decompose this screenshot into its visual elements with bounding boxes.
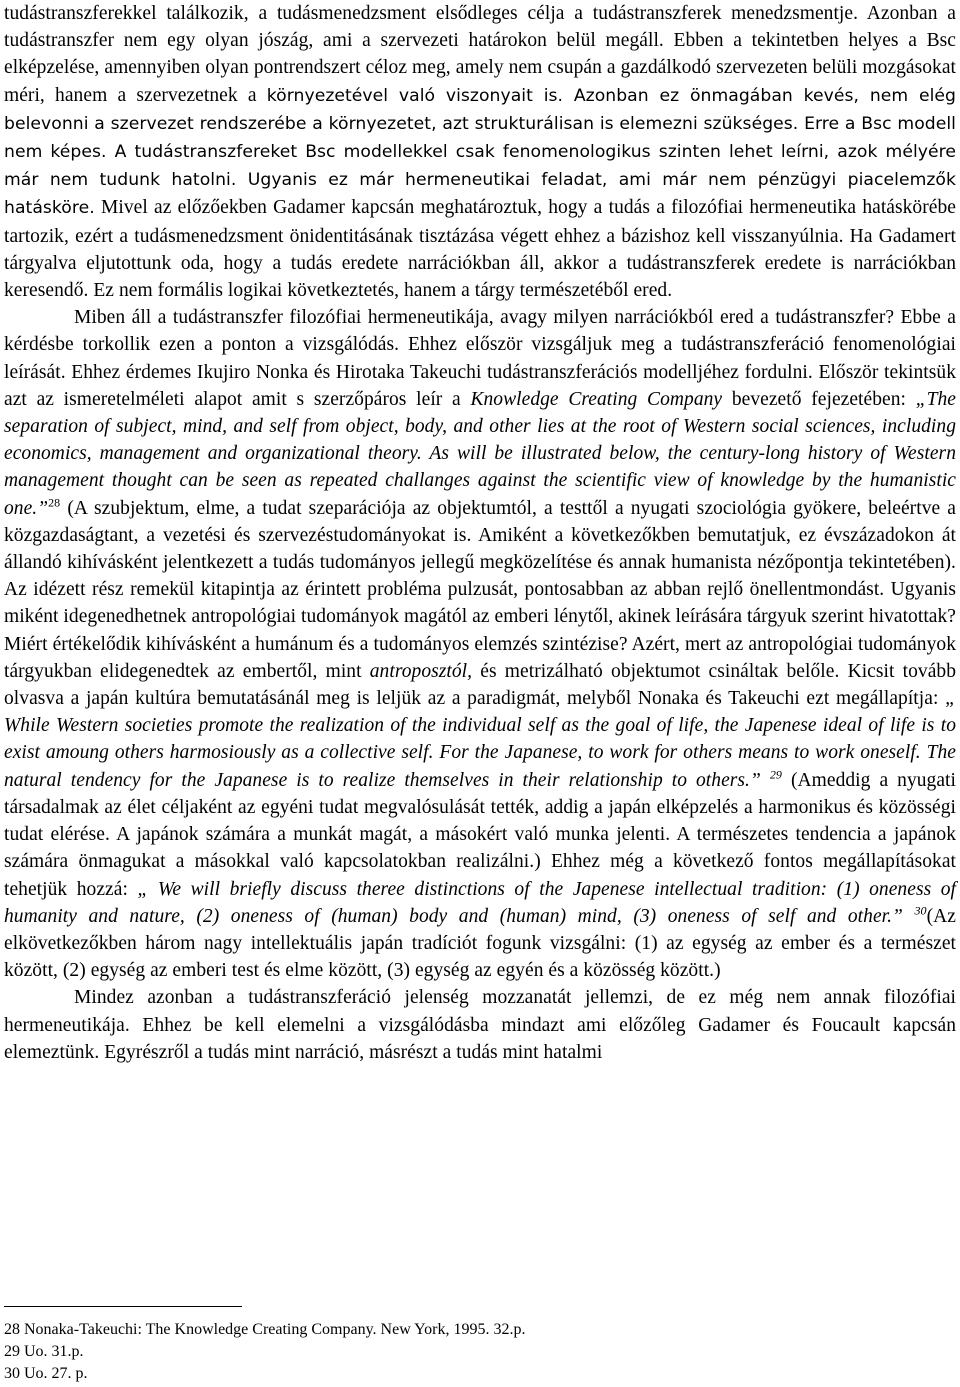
text-run: Miben áll a tudástranszfer filozófiai hermeneutikája, avagy milyen narrációkból ered a tudástranszfer? Ebbe a kérdésbe torkollik ezen a ponton a vizsgálódás. Ehhez először vizsgáljuk meg a tudástranszferáció fenomenológiai leírását. Ehhez érdemes Ikujiro Nonka és Hirotaka Takeuchi tudástranszferációs modelljéhez fordulni. Először tekintsük azt az ismeretelméleti alapot amit s szerzőpáros leír a [4, 307, 956, 410]
footnote-28: 28 Nonaka-Takeuchi: The Knowledge Creating Company. New York, 1995. 32.p. [4, 1321, 526, 1338]
footnote-30: 30 Uo. 27. p. [4, 1365, 88, 1382]
paragraph-3 [4, 984, 956, 1066]
text-run: „ We will briefly discuss theree distinctions of the Japenese intellectual tradition: (1) oneness of humanity and nature, (2) oneness of (human) body and (human) mind, (3) oneness of self and other.” [4, 878, 957, 927]
text-run: Mivel az előzőekben Gadamer kapcsán meghatároztuk, hogy a tudás a filozófiai hermeneutika hatáskörébe tartozik, ezért a tudásmenedzsment önidentitásának tisztázása végett ehhez a bázishoz kell visszanyúlnia. Ha Gadamert tárgyalva eljutottunk oda, hogy a tudás eredete narrációkban áll, akkor a tudástranszferek eredete is narrációkban keresendő. Ez nem formális logikai következtetés, hanem a tárgy természetéből ered. [4, 197, 956, 302]
text-run: és metrizálható objektumot csináltak belőle. Kicsit tovább olvasva a japán kultúra bemutatásánál meg is leljük az a paradigmát, melyből Nonaka és Takeuchi ezt megállapítja: [4, 660, 957, 710]
footnote-ref: 30 [914, 903, 927, 918]
footnote-ref: 28 [48, 495, 61, 510]
text-run: „The separation of subject, mind, and self from object, body, and other lies at the root of Western social sciences, including economics, management and organizational theory. As will be illustrated below, the century-long history of Western management thought can be seen as repeated challanges against the scientific view of knowledge by the humanistic one.” [4, 388, 956, 519]
footnote-ref: 29 [769, 767, 782, 782]
text-run: Knowledge Creating Company [470, 388, 723, 410]
text-run: (Az elkövetkezőkben három nagy intellektuális japán tradíciót fogunk vizsgálni: (1) az egység az ember és a természet között, (2) egység az emberi test és elme között, (3) egység az egyén és a közösség között.) [4, 905, 956, 982]
text-run: antroposztól, [369, 660, 473, 682]
document-body [4, 0, 956, 1066]
paragraph-2 [4, 304, 956, 984]
paragraph-1 [4, 0, 956, 304]
footnote-separator [4, 1306, 242, 1307]
text-run: környezetével való viszonyait is. Azonban ez önmagában kevés, nem elég belevonni a szervezet rendszerébe a környezetet, azt strukturálisan is elemezni szükséges. Erre a Bsc modell nem képes. A tudástranszfereket Bsc modellekkel csak fenomenologikus szinten lehet leírni, azok mélyére már nem tudunk hatolni. Ugyanis ez már hermeneutikai feladat, ami már nem pénzügyi piacelemzők hatásköre. [4, 85, 956, 219]
text-run: „ While Western societies promote the realization of the individual self as the goal of life, the Japenese ideal of life is to exist amoung others harmosiously as a collective self. For the Japanese, to work for others means to work oneself. The natural tendency for the Japanese is to realize themselves in their relationship to others.” [4, 688, 956, 791]
text-run: (Ameddig a nyugati társadalmak az élet céljaként az egyéni tudat megvalósulását tették, addig a japán elképzelés a harmonikus és közösségi tudat elérése. A japánok számára a munkát magát, a másokért való munka jelenti. A természetes tendencia a japánok számára önmagukat a másokkal való kapcsolatokban realizálni.) Ehhez még a következő fontos megállapításokat tehetjük hozzá: [4, 769, 956, 900]
text-run: bevezető fejezetében: [722, 388, 916, 410]
text-run: (A szubjektum, elme, a tudat szeparációja az objektumtól, a testtől a nyugati szociológia gyökere, beleértve a közgazdaságtant, a vezetési és szervezéstudományokat is. Amiként a következőkben bemutatjuk, ez évszázadokon át állandó kihívásként jelentkezett a tudás tudományos jellegű megközelítése és annak humanista nézőpontja tekintetében). Az idézett rész remekül kitapintja az érintett probléma pulzusát, pontosabban az abban rejlő önellentmondást. Ugyanis miként idegenedhetnek antropológiai tudományok magától az emberi lénytől, akinek leírására tárgyuk szerint hivatottak? Miért értékelődik kihívásként a humánum és a tudományos elemzés szintézise? Azért, mert az antropológiai tudományok tárgyukban elidegenedtek az embertől, mint [4, 497, 956, 682]
text-run: tudástranszferekkel találkozik, a tudásmenedzsment elsődleges célja a tudástranszferek menedzsmentje. Azonban a tudástranszfer nem egy olyan jószág, ami a szervezeti határokon belül megáll. Ebben a tekintetben helyes a Bsc elképzelése, amennyiben olyan pontrendszert céloz meg, amely nem csupán a gazdálkodó szervezeten belüli mozgásokat méri, hanem a szervezetnek a [4, 3, 956, 106]
text-run [761, 770, 770, 791]
text-run [903, 906, 915, 927]
footnote-29: 29 Uo. 31.p. [4, 1343, 84, 1360]
text-run: Mindez azonban a tudástranszferáció jelenség mozzanatát jellemzi, de ez még nem annak filozófiai hermeneutikája. Ehhez be kell elemelni a vizsgálódásba mindazt ami előzőleg Gadamer és Foucault kapcsán elemeztünk. Egyrészről a tudás mint narráció, másrészt a tudás mint hatalmi [4, 987, 956, 1063]
footnotes [4, 1319, 525, 1385]
